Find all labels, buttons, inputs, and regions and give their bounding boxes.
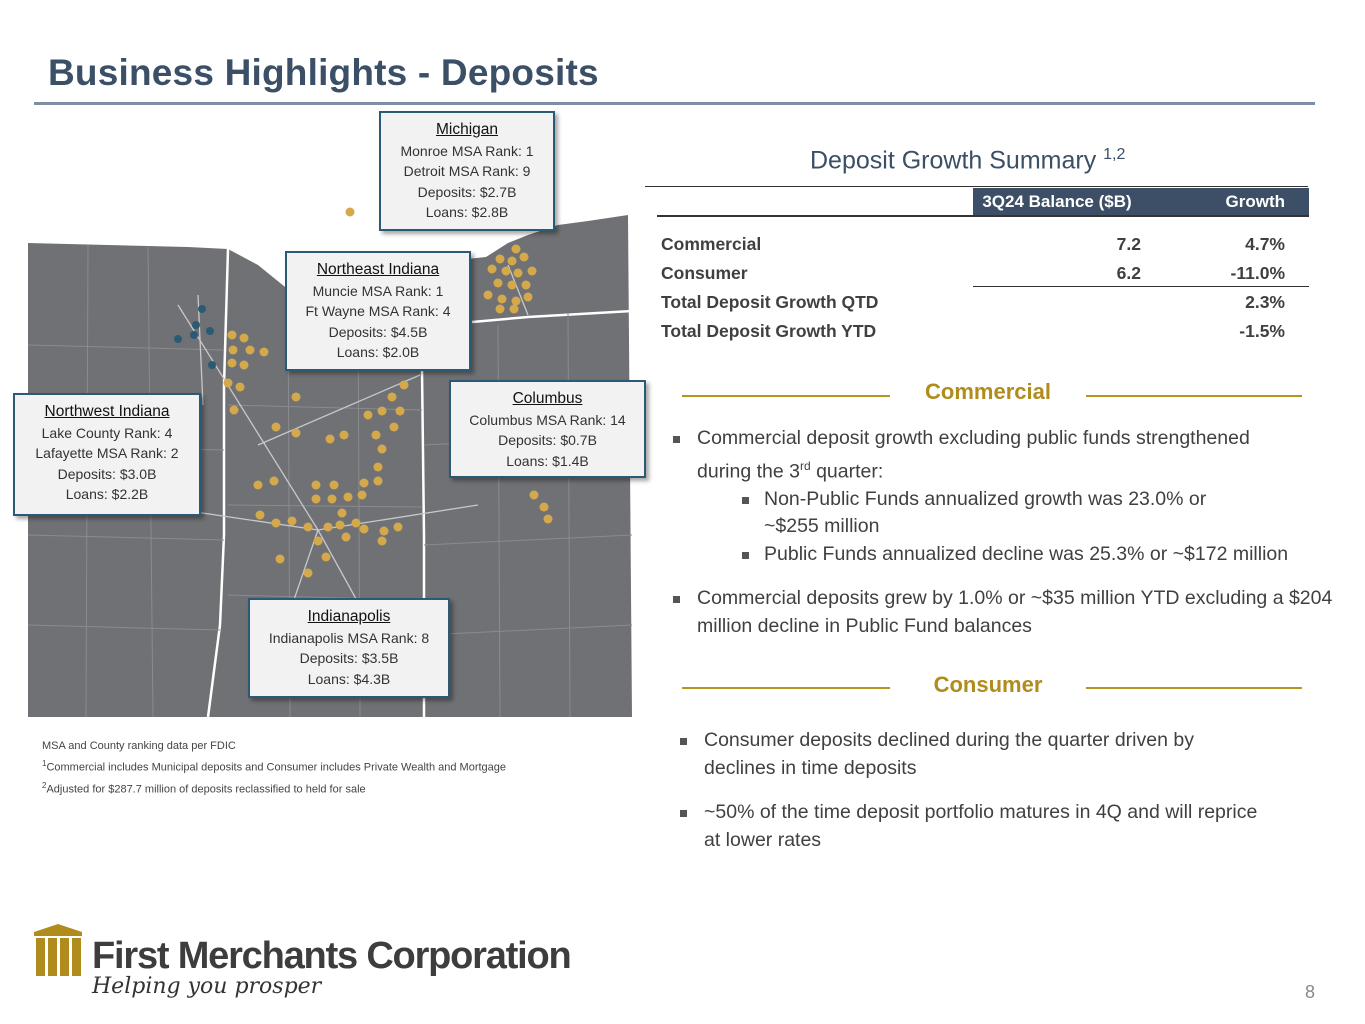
callout-title: Indianapolis: [307, 608, 391, 625]
summary-title-text: Deposit Growth Summary: [810, 146, 1097, 175]
bullet-text: Commercial deposits grew by 1.0% or ~$35 million YTD excluding a $204 million decline in Public Fund balances: [697, 587, 1333, 637]
callout-line: Muncie MSA Rank: 1: [312, 282, 444, 299]
commercial-bullets: [669, 425, 1333, 640]
callout-line: Loans: $1.4B: [506, 452, 589, 469]
table-header-rule: [657, 215, 1309, 217]
bullet-item: [669, 425, 1307, 486]
page-number: 8: [1305, 982, 1316, 1002]
callout-line: Deposits: $4.5B: [328, 323, 428, 340]
section-rule-right: [1086, 395, 1302, 397]
summary-title-sup: 1,2: [1103, 146, 1126, 163]
callout-line: Loans: $4.3B: [307, 670, 391, 687]
callout-line: Lake County Rank: 4: [41, 424, 173, 441]
section-rule-left: [682, 687, 890, 689]
footnote-text: Commercial includes Municipal deposits and Consumer includes Private Wealth and Mortgage: [46, 761, 507, 774]
table-row: [661, 259, 1285, 288]
page-title: Business Highlights - Deposits: [48, 52, 599, 93]
callout-columbus: [449, 380, 646, 478]
sub-bullet-item: [669, 486, 1234, 541]
row-label: Commercial: [661, 234, 762, 254]
callout-line: Ft Wayne MSA Rank: 4: [305, 303, 451, 319]
row-growth: -11.0%: [1230, 263, 1285, 283]
bullet-square-icon: [680, 810, 687, 817]
row-label: Total Deposit Growth QTD: [661, 292, 879, 312]
callout-line: Loans: $2.0B: [336, 344, 420, 360]
callout-line: Deposits: $2.7B: [417, 183, 517, 200]
bullet-square-icon: [673, 436, 680, 443]
callout-line: Lafayette MSA Rank: 2: [35, 445, 179, 461]
row-growth: 2.3%: [1245, 292, 1285, 312]
row-balance: 7.2: [1116, 234, 1141, 254]
consumer-bullets: [676, 727, 1276, 854]
footnote-1: [42, 755, 506, 777]
footnote-text: Adjusted for $287.7 million of deposits reclassified to held for sale: [46, 783, 366, 796]
callout-line: Deposits: $3.0B: [57, 465, 157, 482]
table-header-growth: Growth: [1141, 188, 1309, 215]
table-row: [661, 288, 1285, 317]
summary-title: [810, 146, 1125, 175]
bullet-text: Commercial deposit growth excluding public funds strengthened during the 3: [697, 427, 1250, 482]
section-heading-consumer: Consumer: [933, 672, 1043, 697]
title-divider: [34, 102, 1315, 105]
bullet-text: Consumer deposits declined during the quarter driven by declines in time deposits: [704, 729, 1194, 779]
row-balance: 6.2: [1116, 263, 1141, 283]
logo-tagline: Helping you prosper: [92, 974, 322, 999]
bullet-text: Public Funds annualized decline was 25.3% or ~$172 million: [764, 542, 1289, 565]
callout-michigan: [379, 111, 555, 231]
footnote-2: [42, 777, 506, 799]
row-growth: -1.5%: [1239, 321, 1285, 341]
callout-line: Columbus MSA Rank: 14: [469, 411, 626, 428]
section-rule-right: [1086, 687, 1302, 689]
bullet-square-icon: [680, 738, 687, 745]
bullet-text: quarter:: [810, 460, 884, 482]
row-label: Consumer: [661, 263, 748, 283]
callout-title: Northwest Indiana: [44, 403, 170, 420]
callout-line: Deposits: $3.5B: [299, 650, 399, 666]
footnote-marker: 1: [42, 759, 47, 768]
table-header-balance: 3Q24 Balance ($B): [973, 188, 1141, 215]
row-label: Total Deposit Growth YTD: [661, 321, 877, 341]
callout-line: Detroit MSA Rank: 9: [403, 163, 531, 179]
callout-line: Loans: $2.2B: [65, 486, 149, 502]
logo-wordmark: First Merchants Corporation: [92, 935, 571, 977]
callout-northwest-indiana: [13, 393, 201, 516]
callout-title: Columbus: [512, 390, 583, 407]
bullet-sup: rd: [800, 458, 811, 473]
callout-line: Loans: $2.8B: [425, 204, 509, 220]
bullet-item: [676, 727, 1264, 782]
callout-line: Monroe MSA Rank: 1: [400, 142, 534, 159]
footnote-source: MSA and County ranking data per FDIC: [42, 740, 236, 752]
columns-logo-icon: [30, 922, 86, 978]
bullet-text: Non-Public Funds annualized growth was 23.0% or ~$255 million: [764, 487, 1207, 537]
row-growth: 4.7%: [1245, 234, 1285, 254]
callout-title: Northeast Indiana: [316, 261, 440, 278]
table-row: [661, 317, 1285, 346]
footnotes: [42, 738, 506, 798]
bullet-text: ~50% of the time deposit portfolio matures in 4Q and will reprice at lower rates: [704, 801, 1258, 851]
section-heading-commercial: Commercial: [925, 379, 1051, 404]
company-logo: [28, 920, 573, 1010]
callout-title: Michigan: [435, 121, 499, 138]
bullet-square-icon: [742, 552, 749, 559]
footnote-marker: 2: [42, 780, 47, 790]
bullet-square-icon: [742, 497, 749, 504]
bullet-item: [669, 585, 1347, 640]
callout-line: Indianapolis MSA Rank: 8: [268, 629, 430, 646]
bullet-square-icon: [673, 596, 680, 603]
callout-northeast-indiana: [285, 251, 471, 371]
callout-indianapolis: [248, 598, 450, 698]
section-rule-left: [682, 395, 890, 397]
table-row-rule: [973, 286, 1309, 287]
table-row: [661, 230, 1285, 259]
bullet-item: [676, 799, 1274, 854]
sub-bullet-item: [669, 541, 1324, 569]
table-top-rule: [645, 186, 1308, 187]
callout-line: Deposits: $0.7B: [498, 432, 597, 448]
